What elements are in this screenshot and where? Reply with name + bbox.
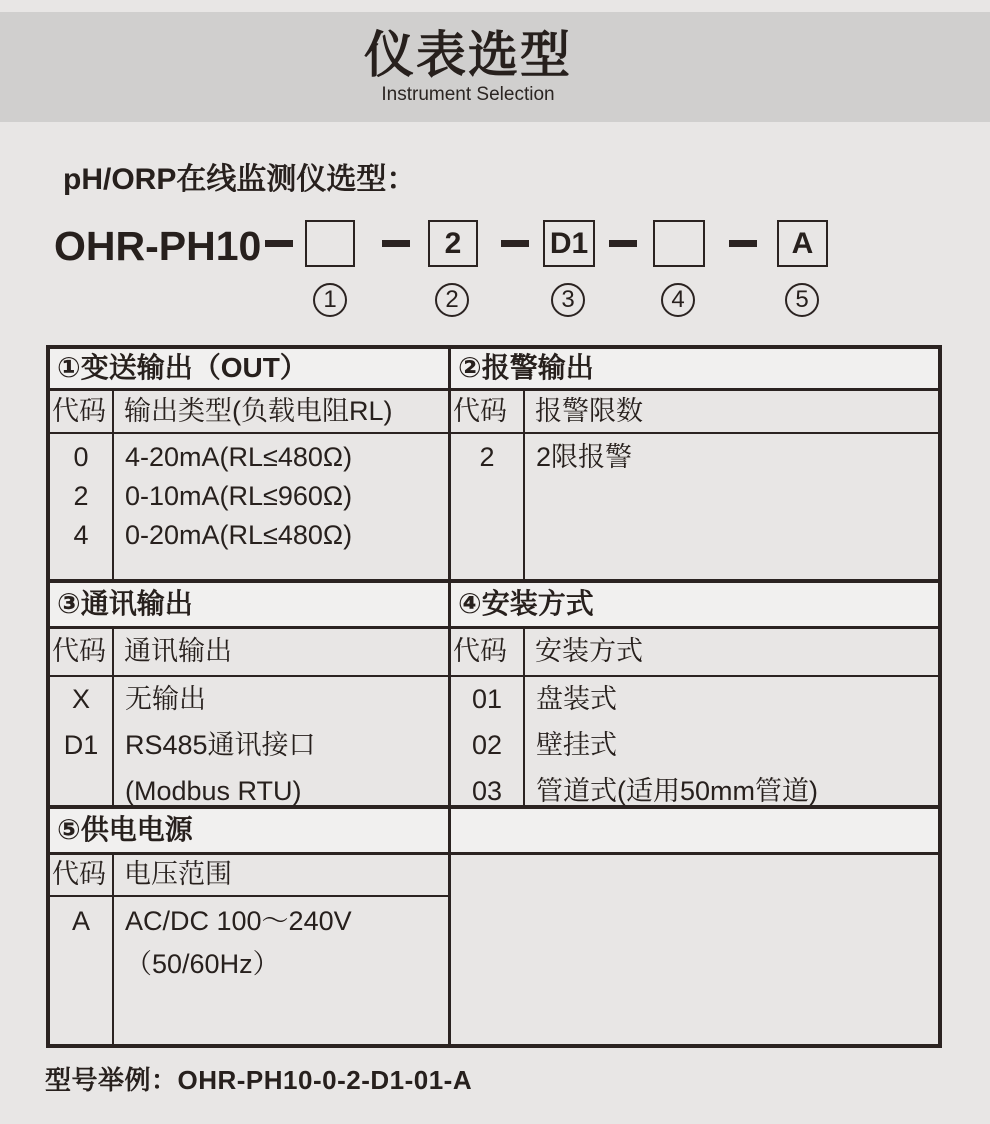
cell-line: 2 <box>479 441 495 472</box>
section1-left-descs <box>114 434 451 583</box>
section3-left-codes <box>50 897 114 1044</box>
column-header-desc: 通讯输出 <box>114 629 451 677</box>
model-code-box-2: 2 <box>428 220 478 267</box>
section1-right-codes <box>451 434 525 583</box>
page-subtitle: Instrument Selection <box>381 84 555 105</box>
cell-line: 4-20mA(RL≤480Ω) <box>125 441 353 472</box>
column-header-desc: 电压范围 <box>114 855 451 897</box>
cell-line: 管道式(适用50mm管道) <box>536 776 818 807</box>
cell-line: 壁挂式 <box>536 730 617 761</box>
cell-line: （50/60Hz） <box>125 948 280 979</box>
column-header-code: 代码 <box>50 629 114 677</box>
section2-right-codes <box>451 677 525 809</box>
cell-line: 0-20mA(RL≤480Ω) <box>125 519 353 550</box>
cell-line: 2限报警 <box>536 441 633 472</box>
cell-line: D1 <box>63 730 99 761</box>
dash-separator <box>265 240 293 247</box>
model-code-box-4 <box>653 220 705 267</box>
cell-line: 2 <box>73 480 89 511</box>
dash-separator <box>729 240 757 247</box>
column-header-code: 代码 <box>451 391 525 434</box>
cell-line: 03 <box>471 776 503 807</box>
cell-line: A <box>71 905 90 936</box>
cell-line: 02 <box>471 730 503 761</box>
column-header-desc: 输出类型(负载电阻RL) <box>114 391 451 434</box>
section2-left-descs <box>114 677 451 809</box>
cell-line: (Modbus RTU) <box>125 776 302 807</box>
header-band-inner <box>364 28 572 106</box>
column-header-code: 代码 <box>50 391 114 434</box>
model-prefix: OHR-PH10 <box>54 223 262 269</box>
header-band <box>0 12 990 122</box>
dash-separator <box>501 240 529 247</box>
model-code-box-3: D1 <box>543 220 595 267</box>
section3-right-empty-header <box>451 809 938 855</box>
cell-line: 0 <box>73 441 89 472</box>
section1-left-header: ①变送输出（OUT） <box>50 349 451 391</box>
section3-left-header: ⑤供电电源 <box>50 809 451 855</box>
section2-right-header: ④安装方式 <box>451 583 938 629</box>
cell-line: 无输出 <box>125 684 206 715</box>
position-marker-3: 3 <box>551 283 585 317</box>
position-marker-4: 4 <box>661 283 695 317</box>
cell-line: 4 <box>73 519 89 550</box>
column-header-code: 代码 <box>50 855 114 897</box>
cell-line: 01 <box>471 684 503 715</box>
section1-right-header: ②报警输出 <box>451 349 938 391</box>
section2-left-codes <box>50 677 114 809</box>
column-header-code: 代码 <box>451 629 525 677</box>
section1-left-codes <box>50 434 114 583</box>
position-marker-1: 1 <box>313 283 347 317</box>
section3-right-empty-cell <box>451 855 938 1044</box>
dash-separator <box>382 240 410 247</box>
model-example: 型号举例：OHR-PH10-0-2-D1-01-A <box>45 1065 473 1095</box>
section1-right-descs <box>525 434 938 583</box>
position-marker-5: 5 <box>785 283 819 317</box>
selection-table <box>46 345 942 1048</box>
section2-left-header: ③通讯输出 <box>50 583 451 629</box>
dash-separator <box>609 240 637 247</box>
cell-line: AC/DC 100～240V <box>125 905 352 936</box>
cell-line <box>50 943 112 986</box>
section3-left-descs <box>114 897 451 1044</box>
model-code-box-5: A <box>777 220 828 267</box>
cell-line: 0-10mA(RL≤960Ω) <box>125 480 353 511</box>
page-title: 仪表选型 <box>364 27 572 83</box>
position-marker-2: 2 <box>435 283 469 317</box>
cell-line: X <box>71 684 90 715</box>
cell-line: RS485通讯接口 <box>125 730 316 761</box>
column-header-desc: 报警限数 <box>525 391 938 434</box>
model-code-box-1 <box>305 220 355 267</box>
cell-line: 盘装式 <box>536 684 617 715</box>
column-header-desc: 安装方式 <box>525 629 938 677</box>
section2-right-descs <box>525 677 938 809</box>
selection-heading: pH/ORP在线监测仪选型： <box>63 163 417 196</box>
